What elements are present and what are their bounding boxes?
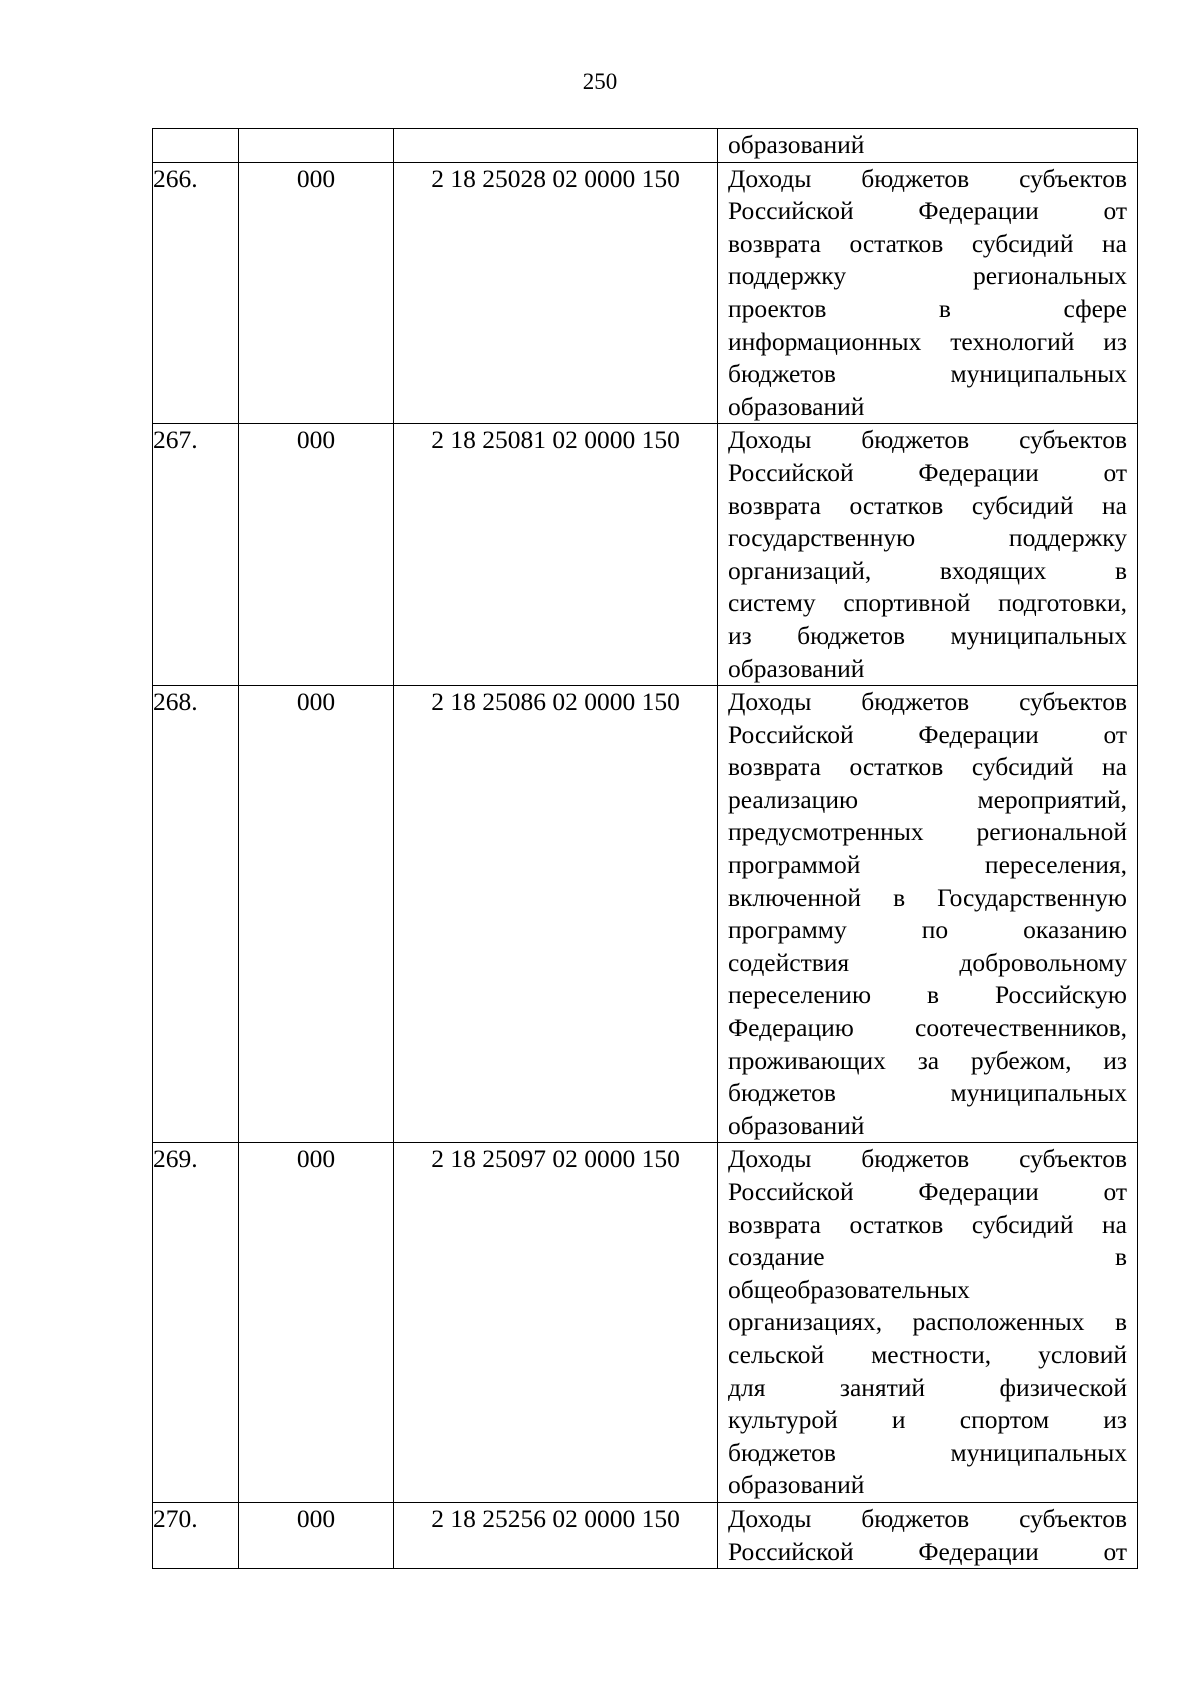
description-cell [718,1502,1138,1568]
admin-code: 000 [239,686,394,1143]
description-line: переселению в Российскую [728,980,1127,1010]
description-line: информационных технологий из [728,326,1127,356]
description-cell [718,424,1138,686]
description-cell [718,162,1138,424]
description-line: Доходы бюджетов субъектов [728,687,1127,717]
row-number-cell [153,129,239,163]
description-line: организациях, расположенных в [728,1307,1127,1337]
income-code-cell [394,129,718,163]
description-line: сельской местности, условий [728,1339,1127,1369]
row-number: 267. [153,424,239,686]
description-line: создание в [728,1242,1127,1272]
description-line: общеобразовательных [728,1274,970,1304]
table-row [153,1143,1138,1503]
description-line: проектов в сфере [728,293,1127,323]
description-line: Российской Федерации от [728,1536,1127,1566]
row-number: 270. [153,1502,239,1568]
page-number: 250 [582,69,618,94]
description-line: программу по оказанию [728,915,1127,945]
admin-code: 000 [239,424,394,686]
table-row [153,1502,1138,1568]
description-line: бюджетов муниципальных [728,359,1127,389]
income-code: 2 18 25081 02 0000 150 [394,424,718,686]
description-line: организаций, входящих в [728,555,1127,585]
admin-code: 000 [239,1502,394,1568]
row-number: 266. [153,162,239,424]
table-body [153,129,1138,1569]
table-row [153,686,1138,1143]
admin-code: 000 [239,162,394,424]
description-line: возврата остатков субсидий на [728,228,1127,258]
description-line: образований [728,130,865,159]
description-line: образований [728,1470,865,1500]
description-line: возврата остатков субсидий на [728,490,1127,520]
description-line: из бюджетов муниципальных [728,620,1127,650]
description-line: Доходы бюджетов субъектов [728,425,1127,455]
description-line: для занятий физической [728,1372,1127,1402]
table-row-continuation [153,129,1138,163]
description-line: государственную поддержку [728,523,1127,553]
description-line: возврата остатков субсидий на [728,752,1127,782]
description-line: бюджетов муниципальных [728,1078,1127,1108]
income-code: 2 18 25097 02 0000 150 [394,1143,718,1503]
description-line: Доходы бюджетов субъектов [728,1503,1127,1533]
description-line: Российской Федерации от [728,457,1127,487]
description-line: культурой и спортом из [728,1405,1127,1435]
description-line: реализацию мероприятий, [728,784,1127,814]
description-line: включенной в Государственную [728,882,1127,912]
description-line: проживающих за рубежом, из [728,1045,1127,1075]
description-line: образований [728,1110,865,1140]
description-line: содействия добровольному [728,947,1127,977]
description-line: программой переселения, [728,850,1127,880]
description-line: поддержку региональных [728,261,1127,291]
description-cell [718,129,1138,163]
row-number: 268. [153,686,239,1143]
description-cell [718,686,1138,1143]
description-line: Доходы бюджетов субъектов [728,163,1127,193]
description-line: образований [728,653,865,683]
admin-code: 000 [239,1143,394,1503]
description-line: Российской Федерации от [728,719,1127,749]
row-number: 269. [153,1143,239,1503]
description-line: Российской Федерации от [728,196,1127,226]
description-line: Федерацию соотечественников, [728,1013,1127,1043]
description-line: возврата остатков субсидий на [728,1209,1127,1239]
description-line: систему спортивной подготовки, [728,588,1127,618]
table-row [153,162,1138,424]
description-line: бюджетов муниципальных [728,1437,1127,1467]
income-code: 2 18 25256 02 0000 150 [394,1502,718,1568]
description-line: образований [728,391,865,421]
description-cell [718,1143,1138,1503]
table-row [153,424,1138,686]
income-code: 2 18 25028 02 0000 150 [394,162,718,424]
description-line: предусмотренных региональной [728,817,1127,847]
budget-income-table [152,128,1138,1569]
description-line: Доходы бюджетов субъектов [728,1144,1127,1174]
income-code: 2 18 25086 02 0000 150 [394,686,718,1143]
admin-code-cell [239,129,394,163]
description-line: Российской Федерации от [728,1177,1127,1206]
